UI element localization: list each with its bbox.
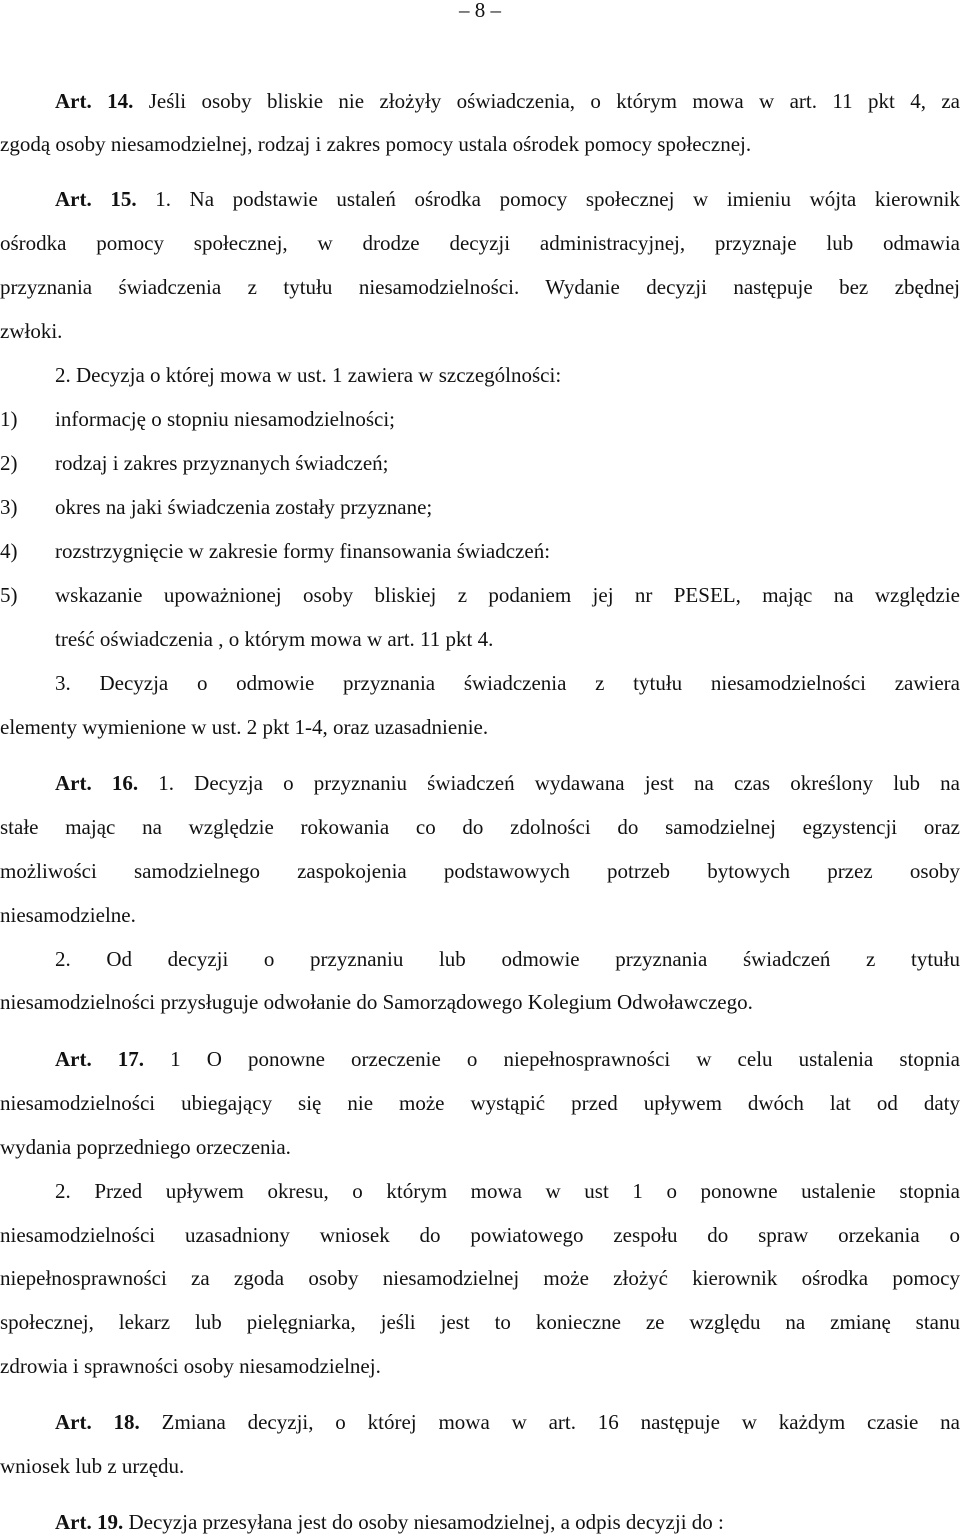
art16-line4: niesamodzielne. <box>0 903 136 927</box>
art14-line1: Art. 14. Jeśli osoby bliskie nie złożyły oświadczenia, o którym mowa w art. 11 pkt 4, za <box>55 89 960 113</box>
art16-p2-line1: 2. Od decyzji o przyznaniu lub odmowie przyznania świadczeń z tytułu <box>55 947 960 971</box>
list-item-continuation: treść oświadczenia , o którym mowa w art. 11 pkt 4. <box>55 627 494 651</box>
list-item: 1) informację o stopniu niesamodzielności; <box>0 407 395 431</box>
art17-line3: wydania poprzedniego orzeczenia. <box>0 1135 291 1159</box>
art17-p2-line4: społecznej, lekarz lub pielęgniarka, jeśli jest to konieczne ze względu na zmianę stanu <box>0 1310 960 1334</box>
art15-line3: przyznania świadczenia z tytułu niesamodzielności. Wydanie decyzji następuje bez zbędnej <box>0 275 960 299</box>
art17-p2-line1: 2. Przed upływem okresu, o którym mowa w ust 1 o ponowne ustalenie stopnia <box>55 1179 960 1203</box>
art15-line4: zwłoki. <box>0 319 63 343</box>
list-item: 4) rozstrzygnięcie w zakresie formy finansowania świadczeń: <box>0 539 551 563</box>
art15-line2: ośrodka pomocy społecznej, w drodze decyzji administracyjnej, przyznaje lub odmawia <box>0 231 960 255</box>
art17-p2-line3: niepełnosprawności za zgoda osoby niesamodzielnej może złożyć kierownik ośrodka pomocy <box>0 1266 960 1290</box>
art19-label: Art. 19. <box>55 1510 124 1534</box>
art17-p2-line5: zdrowia i sprawności osoby niesamodzielnej. <box>0 1354 381 1378</box>
art16-line1: Art. 16. 1. Decyzja o przyznaniu świadczeń wydawana jest na czas określony lub na <box>55 771 960 795</box>
art17-line1: Art. 17. 1 O ponowne orzeczenie o niepełnosprawności w celu ustalenia stopnia <box>55 1047 960 1071</box>
art14-line2: zgodą osoby niesamodzielnej, rodzaj i zakres pomocy ustala ośrodek pomocy społecznej. <box>0 132 752 156</box>
art16-label: Art. 16. <box>55 771 139 795</box>
art15-line1: Art. 15. 1. Na podstawie ustaleń ośrodka pomocy społecznej w imieniu wójta kierownik <box>55 187 960 211</box>
art16-line3: możliwości samodzielnego zaspokojenia podstawowych potrzeb bytowych przez osoby <box>0 859 960 883</box>
art14-label: Art. 14. <box>55 89 134 113</box>
art18-label: Art. 18. <box>55 1410 140 1434</box>
art15-p3-line2: elementy wymienione w ust. 2 pkt 1-4, oraz uzasadnienie. <box>0 715 489 739</box>
art17-line2: niesamodzielności ubiegający się nie może wystąpić przed upływem dwóch lat od daty <box>0 1091 960 1115</box>
art18-line2: wniosek lub z urzędu. <box>0 1454 185 1478</box>
art15-p2: 2. Decyzja o której mowa w ust. 1 zawiera w szczególności: <box>55 363 562 387</box>
art18-line1: Art. 18. Zmiana decyzji, o której mowa w art. 16 następuje w każdym czasie na <box>55 1410 960 1434</box>
art15-label: Art. 15. <box>55 187 137 211</box>
art15-p3-line1: 3. Decyzja o odmowie przyznania świadczenia z tytułu niesamodzielności zawiera <box>55 671 960 695</box>
list-item: 5) wskazanie upoważnionej osoby bliskiej z podaniem jej nr PESEL, mając na względzie <box>0 583 960 607</box>
art17-p2-line2: niesamodzielności uzasadniony wniosek do powiatowego zespołu do spraw orzekania o <box>0 1223 960 1247</box>
list-item: 2) rodzaj i zakres przyznanych świadczeń; <box>0 451 389 475</box>
art17-label: Art. 17. <box>55 1047 145 1071</box>
art16-line2: stałe mając na względzie rokowania co do zdolności do samodzielnej egzystencji oraz <box>0 815 960 839</box>
list-item: 3) okres na jaki świadczenia zostały przyznane; <box>0 495 433 519</box>
art16-p2-line2: niesamodzielności przysługuje odwołanie do Samorządowego Kolegium Odwoławczego. <box>0 990 753 1014</box>
art19-line1: Art. 19. Decyzja przesyłana jest do osoby niesamodzielnej, a odpis decyzji do : <box>55 1510 724 1534</box>
page-number: – 8 – <box>459 0 501 22</box>
